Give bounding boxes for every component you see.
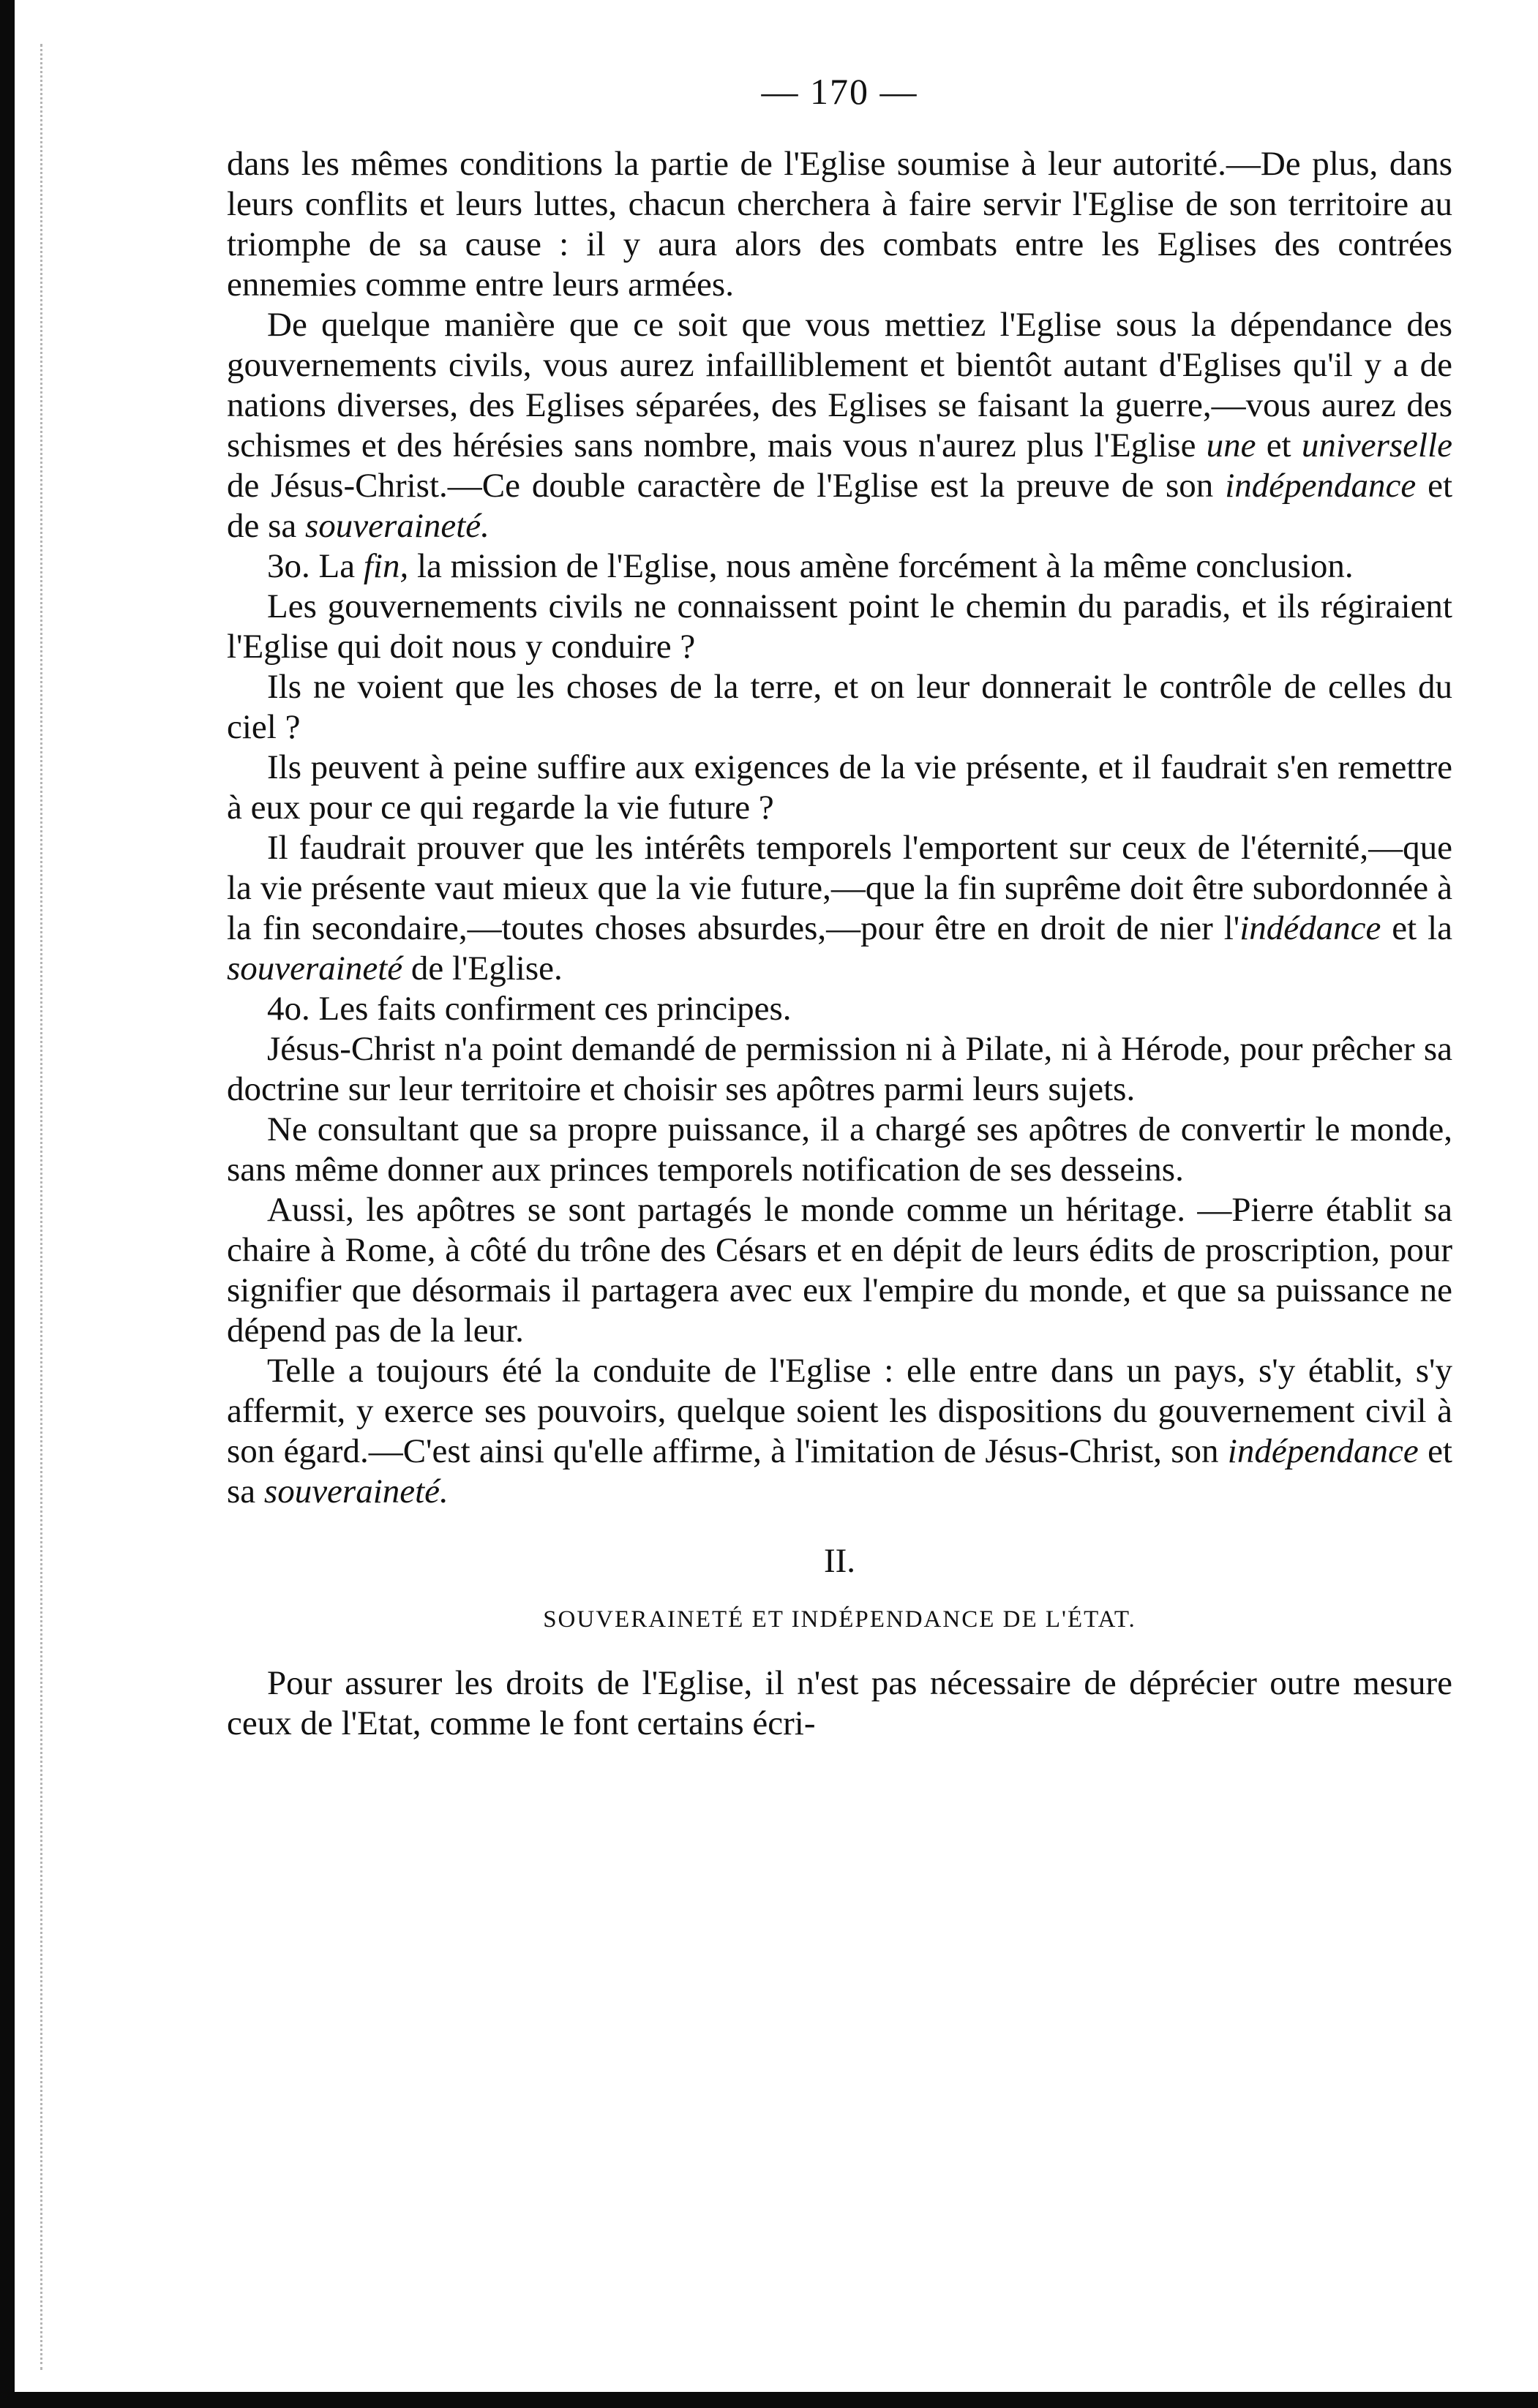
paragraph bbox=[227, 989, 1452, 1029]
paragraph bbox=[227, 667, 1452, 748]
paragraph bbox=[227, 1663, 1452, 1744]
text-run: et sa bbox=[227, 1432, 1452, 1510]
paragraph bbox=[227, 748, 1452, 828]
paragraph bbox=[227, 1190, 1452, 1351]
text-run: Les gouvernements civils ne connaissent point le chemin du paradis, et ils régiraient l'Eglise qui doit nous y conduire ? bbox=[227, 587, 1452, 666]
italic-text: indédance bbox=[1239, 909, 1381, 947]
book-page bbox=[227, 69, 1452, 1744]
paragraph bbox=[227, 1029, 1452, 1110]
text-run: De quelque manière que ce soit que vous mettiez l'Eglise sous la dépendance des gouvernements civils, vous aurez infailliblement et bientôt autant d'Eglises qu'il y a de nations diverses, des Eglises séparées, des Eglises se faisant la guerre,—vous aurez des schismes et des hérésies sans nombre, mais vous n'aurez plus l'Eglise bbox=[227, 306, 1452, 464]
text-run: Jésus-Christ n'a point demandé de permission ni à Pilate, ni à Hérode, pour prêcher sa doctrine sur leur territoire et choisir ses apôtres parmi leurs sujets. bbox=[227, 1030, 1452, 1108]
text-run: Telle a toujours été la conduite de l'Eglise : elle entre dans un pays, s'y établit, s'y affermit, y exerce ses pouvoirs, quelque soient les dispositions du gouvernement civil à son égard.—C'est ainsi qu'elle affirme, à l'imitation de Jésus-Christ, son bbox=[227, 1352, 1452, 1470]
italic-text: souveraineté bbox=[227, 949, 403, 987]
italic-text: fin, bbox=[363, 547, 409, 585]
paragraph bbox=[227, 305, 1452, 546]
text-run: 4o. Les faits confirment ces principes. bbox=[267, 990, 792, 1028]
text-run: la mission de l'Eglise, nous amène forcément à la même conclusion. bbox=[408, 547, 1354, 585]
scan-edge-left bbox=[0, 0, 15, 2408]
text-run: et de sa bbox=[227, 467, 1452, 545]
text-run: et la bbox=[1381, 909, 1453, 947]
text-run: dans les mêmes conditions la partie de l'Eglise soumise à leur autorité.—De plus, dans leurs conflits et leurs luttes, chacun cherchera à faire servir l'Eglise de son territoire au triomphe de sa cause : il y aura alors des combats entre les Eglises des contrées ennemies comme entre leurs armées. bbox=[227, 145, 1452, 304]
text-run: Pour assurer les droits de l'Eglise, il n'est pas nécessaire de déprécier outre mesure ceux de l'Etat, comme le font certains écri- bbox=[227, 1664, 1452, 1742]
body-text-part2 bbox=[227, 1663, 1452, 1744]
text-run: et bbox=[1256, 426, 1302, 464]
section-title: SOUVERAINETÉ ET INDÉPENDANCE DE L'ÉTAT. bbox=[543, 1606, 1136, 1633]
section-number: II. bbox=[823, 1542, 856, 1580]
text-run: de l'Eglise. bbox=[402, 949, 563, 987]
italic-text: une bbox=[1206, 426, 1256, 464]
italic-text: souveraineté. bbox=[305, 507, 489, 545]
page-number: — 170 — bbox=[761, 71, 918, 112]
scan-edge-bottom bbox=[0, 2392, 1538, 2408]
italic-text: indépendance bbox=[1227, 1432, 1419, 1470]
paragraph bbox=[227, 144, 1452, 305]
text-run: Ils ne voient que les choses de la terre, et on leur donnerait le contrôle de celles du ciel ? bbox=[227, 668, 1452, 746]
paragraph bbox=[227, 1351, 1452, 1512]
text-run: Ne consultant que sa propre puissance, il a chargé ses apôtres de convertir le monde, sans même donner aux princes temporels notification de ses desseins. bbox=[227, 1110, 1452, 1189]
paragraph bbox=[227, 828, 1452, 989]
text-run: Ils peuvent à peine suffire aux exigences de la vie présente, et il faudrait s'en remettre à eux pour ce qui regarde la vie future ? bbox=[227, 748, 1452, 827]
text-run: Il faudrait prouver que les intérêts temporels l'emportent sur ceux de l'éternité,—que la vie présente vaut mieux que la vie future,—que la fin suprême doit être subordonnée à la fin secondaire,—toutes choses absurdes,—pour être en droit de nier l' bbox=[227, 829, 1452, 947]
italic-text: universelle bbox=[1301, 426, 1453, 464]
body-text-part1 bbox=[227, 144, 1452, 1512]
italic-text: souveraineté. bbox=[263, 1472, 449, 1510]
text-run: 3o. La bbox=[267, 547, 364, 585]
italic-text: indépendance bbox=[1225, 467, 1417, 505]
paragraph bbox=[227, 1110, 1452, 1190]
paragraph bbox=[227, 587, 1452, 667]
paragraph bbox=[227, 546, 1452, 587]
text-run: de Jésus-Christ.—Ce double caractère de l'Eglise est la preuve de son bbox=[227, 467, 1226, 505]
scan-margin-specks bbox=[40, 44, 60, 2370]
text-run: Aussi, les apôtres se sont partagés le monde comme un héritage. —Pierre établit sa chaire à Rome, à côté du trône des Césars et en dépit de leurs édits de proscription, pour signifier que désormais il partagera avec eux l'empire du monde, et que sa puissance ne dépend pas de la leur. bbox=[227, 1191, 1452, 1350]
